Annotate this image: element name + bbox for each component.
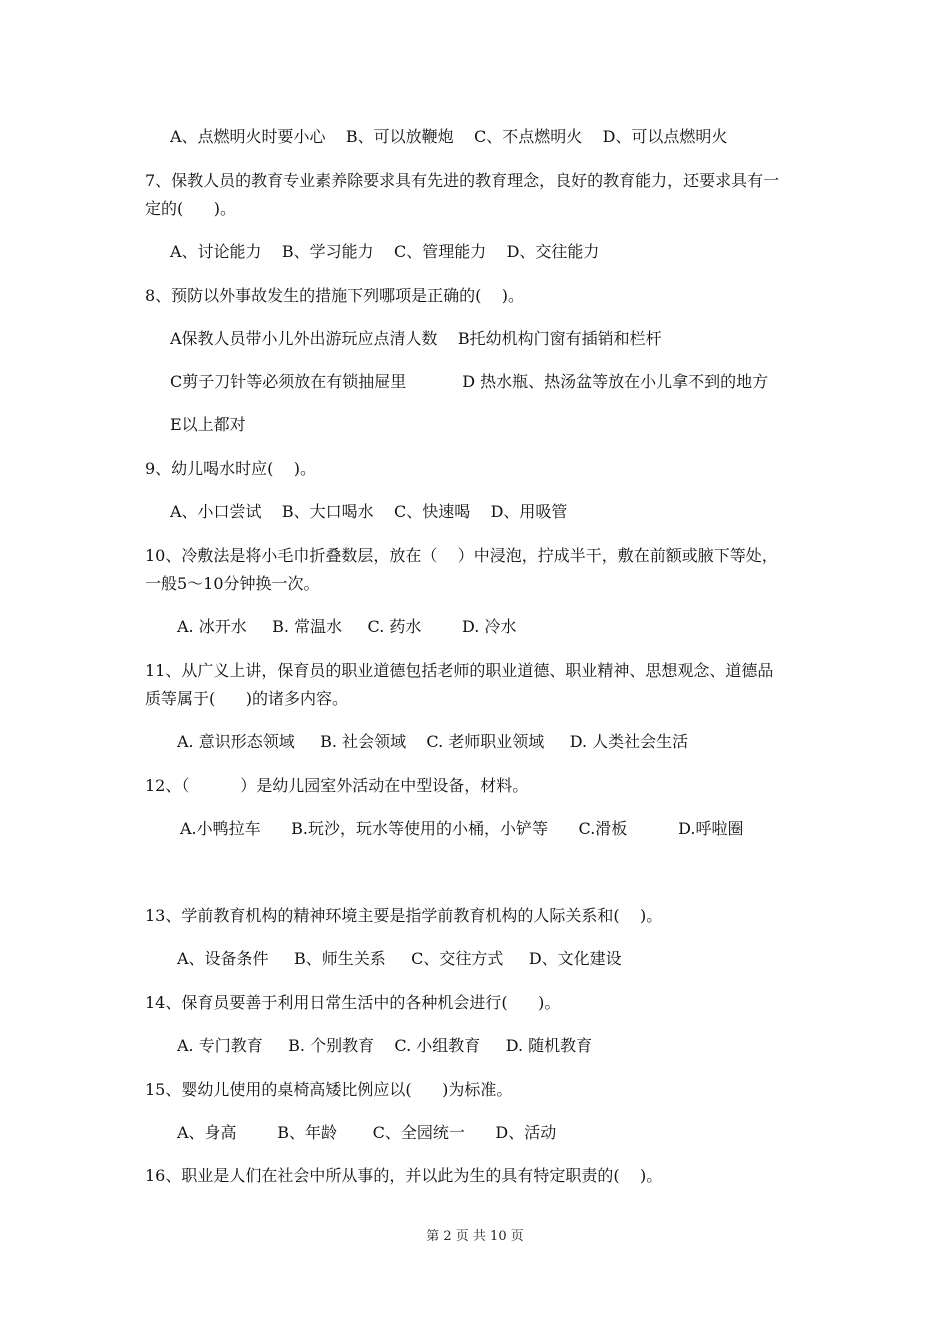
- question-8-options-row2: C剪子刀针等必须放在有锁抽屉里 D 热水瓶、热汤盆等放在小儿拿不到的地方: [170, 372, 769, 391]
- question-15-options: A、身高 B、年龄 C、全园统一 D、活动: [177, 1123, 557, 1142]
- question-12-text: 12、（ ）是幼儿园室外活动在中型设备，材料。: [145, 776, 529, 795]
- question-12-options: A.小鸭拉车 B.玩沙，玩水等使用的小桶，小铲等 C.滑板 D.呼啦圈: [180, 819, 744, 838]
- question-11-options: A. 意识形态领域 B. 社会领域 C. 老师职业领域 D. 人类社会生活: [177, 732, 689, 751]
- question-10-options: A. 冰开水 B. 常温水 C. 药水 D. 冷水: [177, 617, 517, 636]
- question-8-options-row3: E以上都对: [170, 415, 246, 434]
- question-16-text: 16、职业是人们在社会中所从事的，并以此为生的具有特定职责的( )。: [145, 1166, 663, 1185]
- question-10-text: 10、冷敷法是将小毛巾折叠数层，放在（ ）中浸泡，拧成半干，敷在前额或腋下等处，: [145, 546, 778, 565]
- question-8-options-row1: A保教人员带小儿外出游玩应点清人数 B托幼机构门窗有插销和栏杆: [170, 329, 662, 348]
- question-10-text-cont: 一般5～10分钟换一次。: [145, 574, 320, 593]
- question-7-options: A、讨论能力 B、学习能力 C、管理能力 D、交往能力: [170, 242, 600, 261]
- question-13-text: 13、学前教育机构的精神环境主要是指学前教育机构的人际关系和( )。: [145, 906, 663, 925]
- question-7-text: 7、保教人员的教育专业素养除要求具有先进的教育理念，良好的教育能力，还要求具有一: [145, 171, 780, 190]
- page-number-footer: 第 2 页 共 10 页: [426, 1229, 524, 1244]
- question-9-text: 9、幼儿喝水时应( )。: [145, 459, 317, 478]
- question-15-text: 15、婴幼儿使用的桌椅高矮比例应以( )为标准。: [145, 1080, 513, 1099]
- question-14-text: 14、保育员要善于利用日常生活中的各种机会进行( )。: [145, 993, 561, 1012]
- question-8-text: 8、预防以外事故发生的措施下列哪项是正确的( )。: [145, 286, 525, 305]
- question-11-text: 11、从广义上讲，保育员的职业道德包括老师的职业道德、职业精神、思想观念、道德品: [145, 661, 774, 680]
- question-13-options: A、设备条件 B、师生关系 C、交往方式 D、文化建设: [177, 949, 622, 968]
- question-9-options: A、小口尝试 B、大口喝水 C、快速喝 D、用吸管: [170, 502, 568, 521]
- question-6-options: A、点燃明火时要小心 B、可以放鞭炮 C、不点燃明火 D、可以点燃明火: [170, 127, 728, 146]
- question-11-text-cont: 质等属于( )的诸多内容。: [145, 689, 349, 708]
- question-14-options: A. 专门教育 B. 个别教育 C. 小组教育 D. 随机教育: [177, 1036, 593, 1055]
- question-7-text-cont: 定的( )。: [145, 199, 237, 218]
